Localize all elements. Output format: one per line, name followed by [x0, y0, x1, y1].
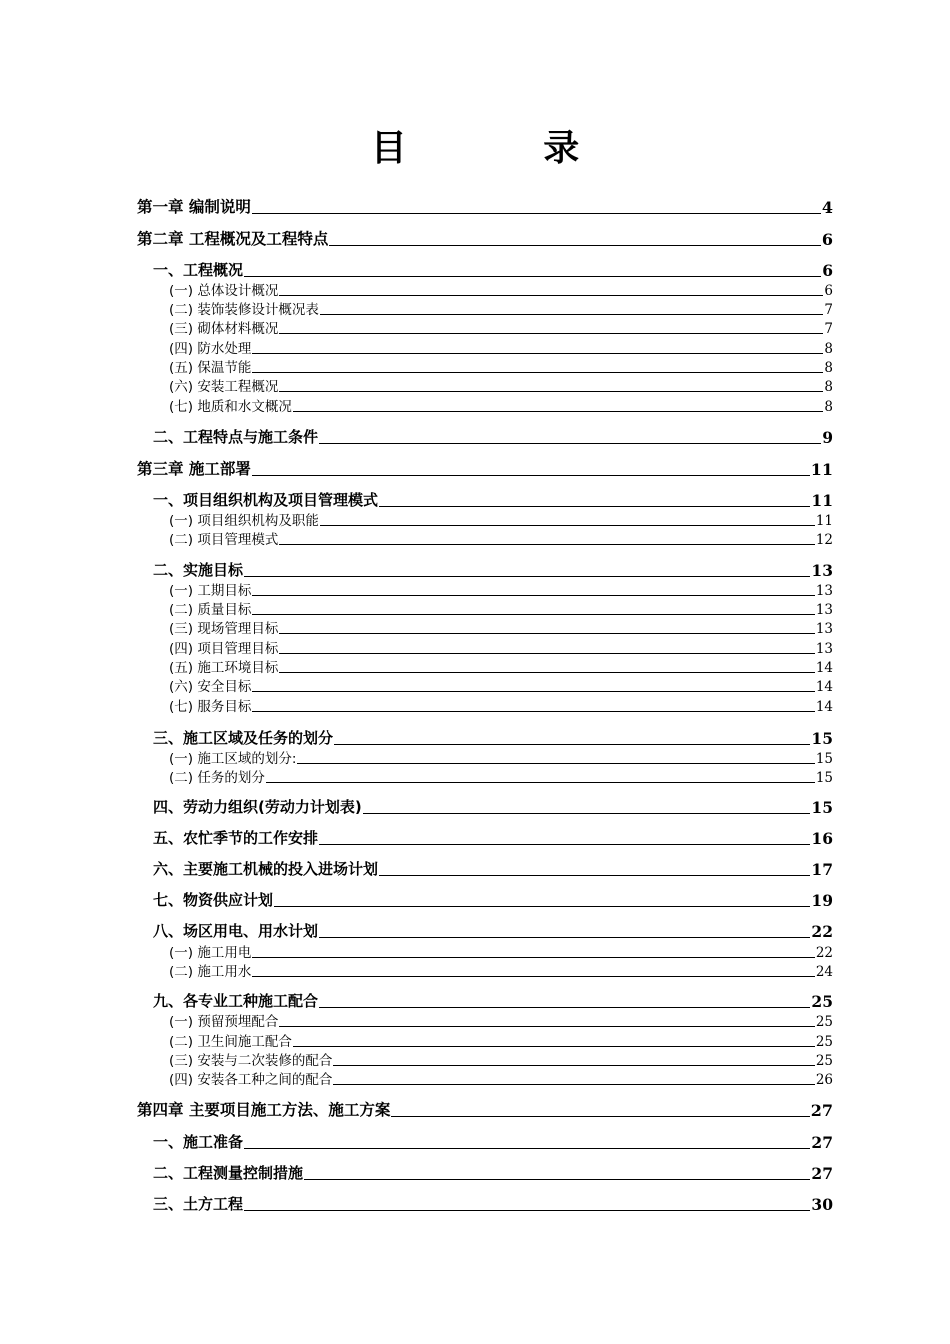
toc-entry-level-3[interactable]	[169, 768, 833, 786]
toc-entry-page-number: 25	[815, 1053, 833, 1069]
dot-leader-line	[279, 332, 823, 334]
dot-leader-line	[244, 275, 821, 277]
toc-entry-page-number: 13	[815, 621, 833, 637]
toc-entry-page-number: 8	[824, 399, 833, 415]
toc-entry-level-2[interactable]	[153, 727, 833, 748]
toc-entry-text: 二、实施目标	[153, 561, 244, 579]
toc-entry-page-number: 14	[815, 699, 833, 715]
toc-entry-page-number: 25	[815, 1014, 833, 1030]
toc-entry-text: (六) 安全目标	[169, 679, 252, 695]
toc-entry-text: (二) 卫生间施工配合	[169, 1034, 292, 1050]
toc-entry-page-number: 22	[815, 945, 833, 961]
toc-entry-level-3[interactable]	[169, 962, 833, 980]
toc-entry-level-3[interactable]	[169, 339, 833, 357]
dot-leader-line	[252, 474, 810, 476]
toc-entry-text: (三) 砌体材料概况	[169, 321, 279, 337]
toc-entry-text: (三) 安装与二次装修的配合	[169, 1053, 333, 1069]
toc-entry-level-1[interactable]	[137, 1098, 833, 1120]
dot-leader-line	[279, 671, 814, 673]
toc-entry-text: 三、土方工程	[153, 1195, 244, 1213]
toc-entry-level-2[interactable]	[153, 827, 833, 848]
toc-entry-level-3[interactable]	[169, 300, 833, 318]
toc-entry-level-1[interactable]	[137, 457, 833, 479]
toc-entry-text: (五) 保温节能	[169, 360, 252, 376]
toc-entry-text: 二、工程测量控制措施	[153, 1164, 304, 1182]
toc-entry-page-number: 17	[811, 860, 833, 879]
toc-entry-page-number: 14	[815, 660, 833, 676]
toc-entry-text: 第一章 编制说明	[137, 198, 251, 216]
toc-entry-page-number: 12	[815, 532, 833, 548]
dot-leader-line	[297, 762, 814, 764]
toc-entry-page-number: 8	[824, 379, 833, 395]
dot-leader-line	[319, 1006, 810, 1008]
toc-entry-level-3[interactable]	[169, 658, 833, 676]
dot-leader-line	[279, 652, 814, 654]
dot-leader-line	[252, 956, 814, 958]
toc-entry-level-3[interactable]	[169, 377, 833, 395]
toc-entry-text: 第二章 工程概况及工程特点	[137, 230, 329, 248]
dot-leader-line	[244, 1147, 810, 1149]
dot-leader-line	[252, 212, 821, 214]
dot-leader-line	[274, 905, 810, 907]
dot-leader-line	[252, 613, 814, 615]
dot-leader-line	[252, 710, 814, 712]
toc-entry-text: 七、物资供应计划	[153, 891, 274, 909]
toc-entry-level-3[interactable]	[169, 511, 833, 529]
dot-leader-line	[334, 743, 810, 745]
toc-entry-level-2[interactable]	[153, 858, 833, 879]
toc-entry-level-2[interactable]	[153, 259, 833, 280]
toc-entry-level-1[interactable]	[137, 195, 833, 217]
toc-entry-page-number: 19	[811, 891, 833, 910]
toc-entry-text: (一) 项目组织机构及职能	[169, 513, 319, 529]
toc-entry-text: 一、项目组织机构及项目管理模式	[153, 491, 379, 509]
dot-leader-line	[329, 244, 820, 246]
toc-entry-page-number: 15	[815, 751, 833, 767]
toc-entry-level-2[interactable]	[153, 559, 833, 580]
toc-entry-level-2[interactable]	[153, 1193, 833, 1214]
toc-entry-page-number: 30	[811, 1195, 833, 1214]
dot-leader-line	[252, 690, 814, 692]
toc-entry-level-2[interactable]	[153, 796, 833, 817]
dot-leader-line	[293, 1045, 815, 1047]
toc-entry-level-2[interactable]	[153, 1131, 833, 1152]
toc-entry-text: 第三章 施工部署	[137, 460, 251, 478]
toc-entry-page-number: 13	[815, 602, 833, 618]
toc-entry-page-number: 6	[822, 261, 833, 280]
toc-entry-text: (二) 施工用水	[169, 964, 252, 980]
dot-leader-line	[320, 313, 824, 315]
toc-entry-text: 一、施工准备	[153, 1133, 244, 1151]
dot-leader-line	[279, 390, 823, 392]
toc-entry-text: 二、工程特点与施工条件	[153, 428, 319, 446]
dot-leader-line	[363, 812, 811, 814]
toc-entry-level-3[interactable]	[169, 1070, 833, 1088]
toc-entry-text: (二) 装饰装修设计概况表	[169, 302, 319, 318]
toc-entry-page-number: 15	[811, 729, 833, 748]
toc-entry-page-number: 11	[815, 513, 833, 529]
toc-entry-text: (六) 安装工程概况	[169, 379, 279, 395]
dot-leader-line	[293, 410, 824, 412]
toc-entry-page-number: 27	[811, 1133, 833, 1152]
toc-entry-page-number: 11	[811, 491, 833, 510]
toc-entry-text: 九、各专业工种施工配合	[153, 992, 319, 1010]
toc-entry-level-2[interactable]	[153, 1162, 833, 1183]
toc-entry-text: (一) 预留预埋配合	[169, 1014, 279, 1030]
dot-leader-line	[391, 1115, 809, 1117]
toc-entry-text: 五、农忙季节的工作安排	[153, 829, 319, 847]
toc-entry-text: (二) 任务的划分	[169, 770, 265, 786]
dot-leader-line	[333, 1083, 814, 1085]
dot-leader-line	[279, 294, 823, 296]
toc-entry-text: (七) 服务目标	[169, 699, 252, 715]
dot-leader-line	[279, 632, 814, 634]
toc-entry-level-3[interactable]	[169, 1012, 833, 1030]
toc-entry-level-3[interactable]	[169, 943, 833, 961]
toc-entry-page-number: 9	[822, 428, 833, 447]
toc-entry-text: (四) 安装各工种之间的配合	[169, 1072, 333, 1088]
toc-entry-text: 三、施工区域及任务的划分	[153, 729, 334, 747]
toc-entry-page-number: 24	[815, 964, 833, 980]
dot-leader-line	[333, 1064, 814, 1066]
toc-entry-page-number: 25	[815, 1034, 833, 1050]
toc-title: 目 录	[370, 127, 642, 169]
toc-entry-text: (一) 施工用电	[169, 945, 252, 961]
toc-entry-level-2[interactable]	[153, 990, 833, 1011]
toc-entry-level-2[interactable]	[153, 426, 833, 447]
dot-leader-line	[244, 575, 810, 577]
toc-entry-page-number: 7	[824, 321, 833, 337]
dot-leader-line	[244, 1209, 810, 1211]
toc-entry-text: 六、主要施工机械的投入进场计划	[153, 860, 379, 878]
dot-leader-line	[304, 1178, 810, 1180]
toc-entry-page-number: 13	[815, 641, 833, 657]
toc-entry-page-number: 22	[811, 922, 833, 941]
dot-leader-line	[319, 442, 821, 444]
toc-entry-text: (一) 施工区域的划分:	[169, 751, 297, 767]
toc-entry-page-number: 15	[811, 798, 833, 817]
toc-entry-level-3[interactable]	[169, 530, 833, 548]
dot-leader-line	[320, 524, 815, 526]
toc-entry-page-number: 13	[811, 561, 833, 580]
toc-entry-page-number: 27	[811, 1164, 833, 1183]
toc-entry-text: 第四章 主要项目施工方法、施工方案	[137, 1101, 391, 1119]
toc-entry-level-3[interactable]	[169, 677, 833, 695]
toc-entry-text: (一) 总体设计概况	[169, 283, 279, 299]
dot-leader-line	[252, 594, 814, 596]
toc-entry-text: (三) 现场管理目标	[169, 621, 279, 637]
toc-entry-page-number: 11	[810, 460, 833, 479]
toc-entry-page-number: 7	[824, 302, 833, 318]
dot-leader-line	[379, 874, 810, 876]
toc-entry-level-3[interactable]	[169, 397, 833, 415]
toc-entry-text: (二) 质量目标	[169, 602, 252, 618]
toc-entry-level-3[interactable]	[169, 281, 833, 299]
toc-entry-level-3[interactable]	[169, 581, 833, 599]
toc-entry-page-number: 8	[824, 341, 833, 357]
toc-entry-text: (二) 项目管理模式	[169, 532, 279, 548]
toc-entry-page-number: 26	[815, 1072, 833, 1088]
toc-entry-text: 一、工程概况	[153, 261, 244, 279]
dot-leader-line	[379, 505, 810, 507]
toc-entry-level-2[interactable]	[153, 889, 833, 910]
toc-entry-text: (七) 地质和水文概况	[169, 399, 292, 415]
dot-leader-line	[319, 843, 810, 845]
toc-entry-page-number: 8	[824, 360, 833, 376]
dot-leader-line	[279, 1025, 814, 1027]
toc-entry-page-number: 14	[815, 679, 833, 695]
toc-entry-level-3[interactable]	[169, 619, 833, 637]
toc-entry-page-number: 6	[821, 230, 833, 249]
toc-entry-text: (四) 防水处理	[169, 341, 252, 357]
dot-leader-line	[266, 781, 815, 783]
toc-entry-text: (一) 工期目标	[169, 583, 252, 599]
toc-entry-page-number: 13	[815, 583, 833, 599]
dot-leader-line	[252, 371, 823, 373]
toc-entry-text: (五) 施工环境目标	[169, 660, 279, 676]
toc-entry-level-2[interactable]	[153, 489, 833, 510]
toc-entry-page-number: 15	[815, 770, 833, 786]
toc-entry-level-3[interactable]	[169, 749, 833, 767]
toc-entry-page-number: 27	[810, 1101, 833, 1120]
toc-entry-level-3[interactable]	[169, 639, 833, 657]
toc-entry-text: (四) 项目管理目标	[169, 641, 279, 657]
toc-entry-level-3[interactable]	[169, 600, 833, 618]
dot-leader-line	[252, 352, 823, 354]
toc-entry-level-3[interactable]	[169, 1051, 833, 1069]
toc-entry-page-number: 6	[824, 283, 833, 299]
dot-leader-line	[319, 936, 810, 938]
toc-entry-text: 八、场区用电、用水计划	[153, 922, 319, 940]
toc-entry-level-1[interactable]	[137, 227, 833, 249]
toc-entry-text: 四、劳动力组织(劳动力计划表)	[153, 798, 362, 816]
toc-entry-page-number: 16	[811, 829, 833, 848]
toc-entry-page-number: 25	[811, 992, 833, 1011]
toc-entry-level-3[interactable]	[169, 358, 833, 376]
toc-entry-level-3[interactable]	[169, 319, 833, 337]
toc-entry-page-number: 4	[821, 198, 833, 217]
dot-leader-line	[279, 543, 814, 545]
toc-entry-level-3[interactable]	[169, 1032, 833, 1050]
toc-entry-level-3[interactable]	[169, 697, 833, 715]
toc-entry-level-2[interactable]	[153, 920, 833, 941]
dot-leader-line	[252, 975, 814, 977]
